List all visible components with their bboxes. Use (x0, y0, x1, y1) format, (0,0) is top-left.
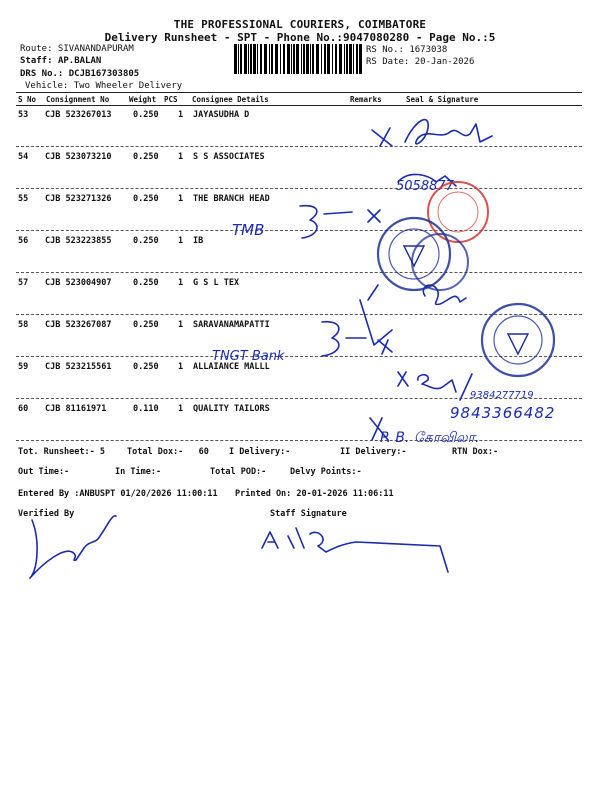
row-weight: 0.250 (133, 362, 159, 372)
barcode-bar (287, 44, 290, 74)
row-weight: 0.110 (133, 404, 159, 414)
row-weight: 0.250 (133, 152, 159, 162)
row-pcs: 1 (178, 194, 184, 204)
row-sno: 56 (18, 236, 29, 246)
handwritten-phone-1: 9384277719 (470, 390, 534, 401)
barcode-bar (321, 44, 322, 74)
out-time: Out Time:- (18, 467, 70, 477)
col-seal: Seal & Signature (406, 95, 479, 104)
barcode (234, 44, 362, 74)
total-pod: Total POD:- (210, 467, 267, 477)
row-consignment: CJB 523223855 (45, 236, 112, 246)
barcode-bar (310, 44, 311, 74)
row-weight: 0.250 (133, 278, 159, 288)
row-weight: 0.250 (133, 320, 159, 330)
row-pcs: 1 (178, 404, 184, 414)
handwritten-tmb: TMB (232, 221, 265, 239)
row-divider (16, 272, 582, 273)
handwritten-tamil-name: P. B. கோவிலா. (380, 430, 480, 446)
barcode-bar (293, 44, 295, 74)
row-weight: 0.250 (133, 236, 159, 246)
row-consignment: CJB 523004907 (45, 278, 112, 288)
drs-number: DRS No.: DCJB167303805 (20, 69, 140, 79)
row-weight: 0.250 (133, 194, 159, 204)
row-divider (16, 440, 582, 441)
barcode-bar (248, 44, 249, 74)
row-consignment: CJB 523073210 (45, 152, 112, 162)
barcode-bar (291, 44, 292, 74)
row-consignment: CJB 81161971 (45, 404, 107, 414)
header-bottom-rule (16, 105, 582, 106)
handwritten-tngt-bank: TNGT Bank (212, 349, 285, 364)
in-time: In Time:- (115, 467, 162, 477)
col-weight: Weight (129, 95, 157, 104)
row-sno: 60 (18, 404, 29, 414)
verified-signature (30, 516, 116, 578)
col-consignee: Consignee Details (192, 95, 269, 104)
row-sno: 59 (18, 362, 29, 372)
barcode-bar (335, 44, 337, 74)
barcode-bar (253, 44, 256, 74)
staff-line (20, 56, 101, 66)
col-pcs: PCS (164, 95, 178, 104)
col-remarks: Remarks (350, 95, 382, 104)
barcode-bar (234, 44, 237, 74)
row-divider (16, 188, 582, 189)
barcode-bar (349, 44, 352, 74)
row-sno: 54 (18, 152, 29, 162)
barcode-bar (257, 44, 258, 74)
barcode-bar (280, 44, 281, 74)
header-top-rule (16, 92, 582, 93)
row-pcs: 1 (178, 110, 184, 120)
barcode-bar (250, 44, 252, 74)
printed-on: Printed On: 20-01-2026 11:06:11 (235, 489, 394, 499)
barcode-bar (339, 44, 342, 74)
barcode-bar (344, 44, 345, 74)
handwritten-number: 5058877 (396, 179, 454, 194)
barcode-bar (260, 44, 262, 74)
row-divider (16, 314, 582, 315)
row-weight: 0.250 (133, 110, 159, 120)
barcode-bar (269, 44, 270, 74)
i-delivery: I Delivery:- (229, 447, 291, 457)
delvy-points: Delvy Points:- (290, 467, 362, 477)
row-divider (16, 146, 582, 147)
barcode-bar (264, 44, 267, 74)
row-pcs: 1 (178, 236, 184, 246)
row-consignee: IB (193, 236, 204, 246)
row-pcs: 1 (178, 362, 184, 372)
rtn-dox: RTN Dox:- (452, 447, 499, 457)
verified-by-label: Verified By (18, 509, 75, 519)
barcode-bar (238, 44, 239, 74)
row-sno: 58 (18, 320, 29, 330)
staff-signature (262, 528, 448, 572)
rs-date: RS Date: 20-Jan-2026 (366, 57, 475, 67)
row-pcs: 1 (178, 278, 184, 288)
runsheet-subtitle: Delivery Runsheet - SPT - Phone No.:9047080280 - Page No.:5 (104, 31, 496, 44)
barcode-bar (332, 44, 333, 74)
barcode-bar (296, 44, 299, 74)
barcode-bar (283, 44, 285, 74)
col-consignment: Consignment No (46, 95, 110, 104)
row-divider (16, 398, 582, 399)
barcode-bar (271, 44, 273, 74)
row-consignee: QUALITY TAILORS (193, 404, 270, 414)
col-sno: S No (18, 95, 37, 104)
rs-number: RS No.: 1673038 (366, 45, 448, 55)
barcode-bar (303, 44, 305, 74)
row-consignee: THE BRANCH HEAD (193, 194, 270, 204)
barcode-bar (356, 44, 358, 74)
route-label: Route: SIVANANDAPURAM (20, 44, 134, 54)
row-sno: 57 (18, 278, 29, 288)
row-sno: 53 (18, 110, 29, 120)
row-divider (16, 230, 582, 231)
barcode-bar (327, 44, 330, 74)
row-consignee: S S ASSOCIATES (193, 152, 265, 162)
barcode-bar (240, 44, 242, 74)
row-consignee: SARAVANAMAPATTI (193, 320, 270, 330)
runsheet-company-title: THE PROFESSIONAL COURIERS, COIMBATORE (173, 18, 427, 31)
staff-signature-label: Staff Signature (270, 509, 347, 519)
barcode-bar (275, 44, 278, 74)
staff-label: Staff: (20, 56, 53, 66)
row-sno: 55 (18, 194, 29, 204)
barcode-bar (306, 44, 309, 74)
barcode-bar (316, 44, 319, 74)
barcode-bar (312, 44, 314, 74)
total-dox: Total Dox:- 60 (127, 447, 209, 457)
handwritten-phone-2: 9843366482 (450, 404, 556, 422)
barcode-bar (244, 44, 247, 74)
barcode-bar (359, 44, 362, 74)
row-consignee: ALLAIANCE MALLL (193, 362, 270, 372)
row-consignment: CJB 523267013 (45, 110, 112, 120)
barcode-bar (301, 44, 302, 74)
barcode-bar (346, 44, 348, 74)
row-consignment: CJB 523267087 (45, 320, 112, 330)
total-runsheet: Tot. Runsheet:- 5 (18, 447, 105, 457)
row-consignment: CJB 523215561 (45, 362, 112, 372)
entered-by: Entered By :ANBUSPT 01/20/2026 11:00:11 (18, 489, 218, 499)
vehicle-type: Vehicle: Two Wheeler Delivery (25, 81, 183, 91)
ii-delivery: II Delivery:- (340, 447, 407, 457)
row-consignment: CJB 523271326 (45, 194, 112, 204)
row-pcs: 1 (178, 320, 184, 330)
staff-value: AP.BALAN (57, 56, 102, 66)
row-pcs: 1 (178, 152, 184, 162)
row-consignee: JAYASUDHA D (193, 110, 250, 120)
barcode-bar (353, 44, 354, 74)
row-divider (16, 356, 582, 357)
row-consignee: G S L TEX (193, 278, 240, 288)
barcode-bar (324, 44, 326, 74)
